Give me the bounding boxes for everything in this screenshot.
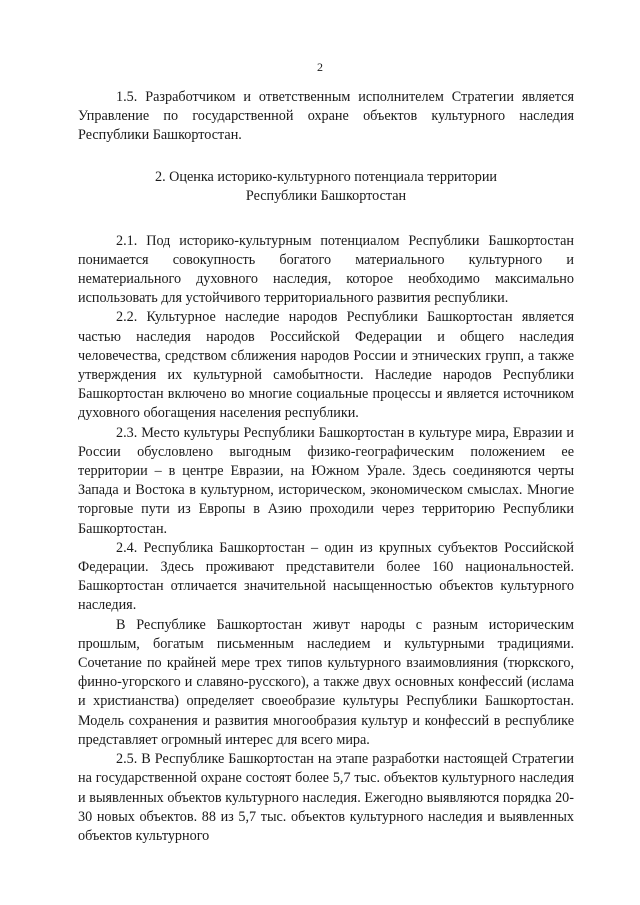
section-heading-line-2: Республики Башкортостан xyxy=(245,187,407,204)
paragraph-2-2: 2.2. Культурное наследие народов Республики Башкортостан является частью наследия народов Российской Федерации и общего наследия человечества, средством сближения народов России и этнических групп, а также утверждения их культурной самобытности. Наследие народов Республики Башкортостан включено во многие социальные процессы и является источником духовного обогащения населения республики. xyxy=(78,309,574,422)
paragraph-2-5: 2.5. В Республике Башкортостан на этапе разработки настоящей Стратегии на государственной охране состоят более 5,7 тыс. объектов культурного наследия и выявленных объектов культурного наследия. Ежегодно выявляются порядка 20-30 новых объектов. 88 из 5,7 тыс. объектов культурного наследия и выявленных объектов культурного xyxy=(78,751,574,844)
paragraph-2-3: 2.3. Место культуры Республики Башкортостан в культуре мира, Евразии и России обусловлено выгодным физико-географическим положением ее территории – в центре Евразии, на Южном Урале. Здесь соединяются черты Запада и Востока в культурном, историческом, экономическом смыслах. Многие торговые пути из Европы в Азию проходили через территорию Республики Башкортостан. xyxy=(78,424,574,537)
paragraph-2-1: 2.1. Под историко-культурным потенциалом Республики Башкортостан понимается совокупность богатого материального культурного и нематериального духовного наследия, которое необходимо максимально использовать для устойчивого территориального развития республики. xyxy=(78,232,574,307)
paragraph-2-4: 2.4. Республика Башкортостан – один из крупных субъектов Российской Федерации. Здесь проживают представители более 160 национальностей. Башкортостан отличается значительной насыщенностью объектов культурного наследия. xyxy=(78,539,574,614)
section-heading xyxy=(78,168,574,206)
paragraph-1-5: 1.5. Разработчиком и ответственным исполнителем Стратегии является Управление по государственной охране объектов культурного наследия Республики Башкортостан. xyxy=(78,89,574,144)
section-heading-line-1: 2. Оценка историко-культурного потенциала территории xyxy=(154,168,498,185)
page-number: 2 xyxy=(317,60,323,74)
document-body xyxy=(78,88,574,846)
paragraph-peoples: В Республике Башкортостан живут народы с разным историческим прошлым, богатым письменным наследием и культурными традициями. Сочетание по крайней мере трех типов культурного взаимовлияния (тюркского, финно-угорского и славяно-русского), а также двух основных конфессий (ислама и христианства) определяет своеобразие культуры Республики Башкортостан. Модель сохранения и развития многообразия культур и конфессий в республике представляет огромный интерес для всего мира. xyxy=(78,616,574,748)
